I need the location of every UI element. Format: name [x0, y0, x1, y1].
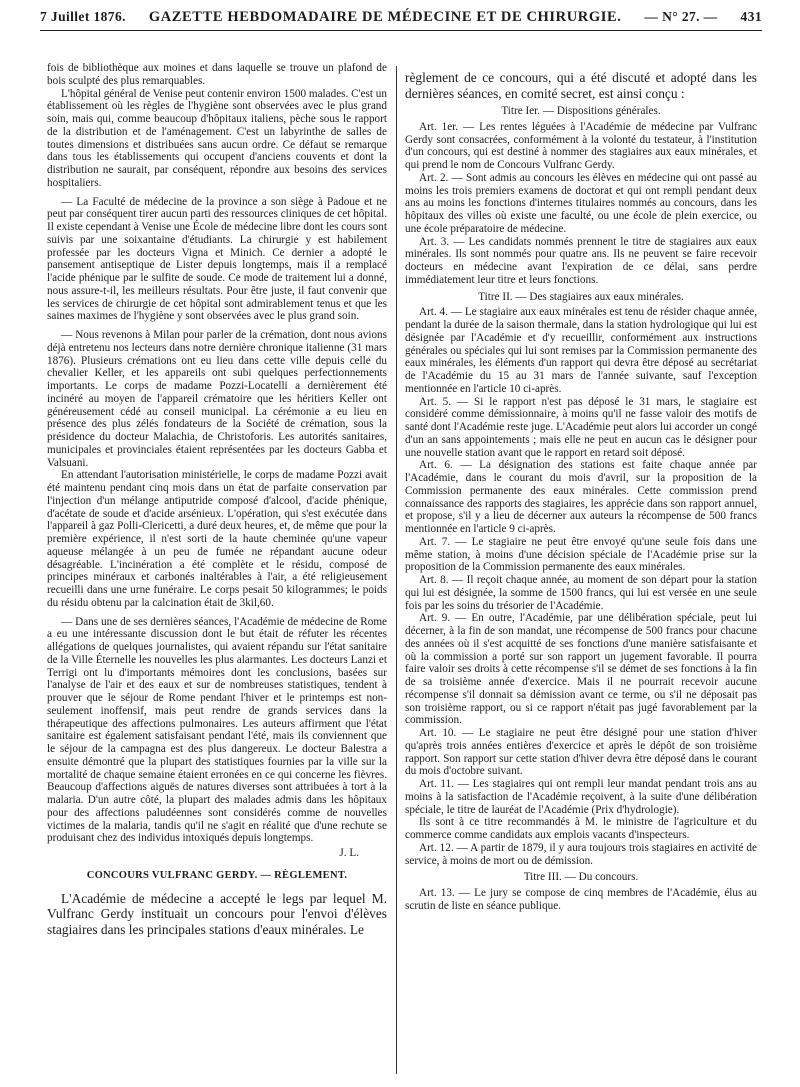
article: Art. 12. — A partir de 1879, il y aura toujours trois stagiaires en activité de service, à moins de mort ou de démission.: [405, 841, 757, 867]
page-header: [40, 4, 762, 30]
paragraph: En attendant l'autorisation ministérielle, le corps de madame Pozzi avait été maintenu pendant cinq mois dans un état de parfaite conservation par l'injection d'un mélange antiputride composé d'alcool, d'acide phénique, d'acétate de soude et d'acide arsénieux. L'opération, qui s'est exécutée dans l'appareil à gaz Polli-Clericetti, a duré deux heures, et, de même que pour la première expérience, il n'est sorti de la haute cheminée qu'une vapeur aqueuse mélangée à un peu de fumée ne répandant aucune odeur désagréable. L'incinération a été complète et le résidu, composé de principes minéraux et carbonés inaltérables à l'air, a été religieusement recueilli dans une urne funéraire. Le corps pesait 50 kilogrammes; le poids du résidu obtenu par la calcination était de 3kil,60.: [47, 469, 387, 609]
article: Art. 10. — Le stagiaire ne peut être désigné pour une station d'hiver qu'après trois années entières d'exercice et après le dépôt de son troisième rapport. Son rapport sur cette station d'hiver devra être déposé dans le courant du mois d'octobre suivant.: [405, 727, 757, 778]
header-rule: [40, 30, 762, 31]
issue-number: — N° 27. —: [644, 9, 718, 24]
right-column: [405, 70, 757, 913]
paragraph: L'hôpital général de Venise peut contenir environ 1500 malades. C'est un établissement où les règles de l'hygiène sont observées avec le plus grand soin, mais qui, comme beaucoup d'hôpitaux italiens, pèche sous le rapport de la distribution et de l'aménagement. C'est un labyrinthe de salles de toutes dimensions et distribuées sans aucun ordre. Ce défaut se remarque dans tous les établissements qui occupent d'anciens couvents et dont la distribution ne saurait, par conséquent, répondre aux besoins des services hospitaliers.: [47, 87, 387, 189]
article: Art. 1er. — Les rentes léguées à l'Académie de médecine par Vulfranc Gerdy sont consacrées, conformément à la volonté du testateur, à l'institution d'un concours, qui est destiné à nommer des stagiaires aux eaux minérales, et qui prend le nom de Concours Vulfranc Gerdy.: [405, 120, 757, 171]
article: Art. 4. — Le stagiaire aux eaux minérales est tenu de résider chaque année, pendant la durée de la saison thermale, dans la station hydrologique qui lui est désignée par l'Académie et d'y recueillir, conformément aux instructions générales ou spéciales qui lui sont remises par la Commission permanente des eaux minérales, les éléments d'un rapport qui devra être déposé au secrétariat de l'Académie du 15 au 31 mars de l'année suivante, sauf l'exception mentionnée en l'article 10 ci-après.: [405, 306, 757, 395]
article: Art. 11. — Les stagiaires qui ont rempli leur mandat pendant trois ans au moins à la satisfaction de l'Académie reçoivent, à la suite d'une délibération spéciale, le titre de lauréat de l'Académie (Prix d'hydrologie).: [405, 778, 757, 816]
header-date: 7 Juillet 1876.: [40, 9, 126, 24]
article: Art. 5. — Si le rapport n'est pas déposé le 31 mars, le stagiaire est considéré comme démissionnaire, à moins qu'il ne fasse valoir des motifs de santé dont l'Académie reste juge. L'Académie peut alors lui accorder un congé d'un an sans appointements ; mais elle ne peut en aucun cas le désigner pour une nouvelle station avant que le rapport en retard soit déposé.: [405, 395, 757, 459]
article: Art. 2. — Sont admis au concours les élèves en médecine qui ont passé au moins les trois premiers examens de doctorat et qui ont rempli pendant deux ans au moins les fonctions d'internes titulaires nommés au concours, dans les hôpitaux des villes où existe une faculté, ou une école de plein exercice, ou une école préparatoire de médecine.: [405, 171, 757, 235]
article: Art. 3. — Les candidats nommés prennent le titre de stagiaires aux eaux minérales. Ils sont nommés pour quatre ans. Ils ne peuvent se faire recevoir docteurs en médecine avant l'expiration de ce délai, sans perdre immédiatement leur titre et leurs fonctions.: [405, 235, 757, 286]
paragraph: fois de bibliothèque aux moines et dans laquelle se trouve un plafond de bois sculpté des plus remarquables.: [47, 62, 387, 87]
article: Art. 6. — La désignation des stations est faite chaque année par l'Académie, dans le courant du mois d'avril, sur la proposition de la Commission permanente des eaux minérales. Cette commission prend connaissance des rapports des stagiaires, les apprécie dans son rapport annuel, et propose, s'il y a lieu de décerner aux auteurs la récompense de 500 francs mentionnée en l'article 9 ci-après.: [405, 459, 757, 535]
paragraph: — Dans une de ses dernières séances, l'Académie de médecine de Rome a eu une intéressante discussion dont le but était de réfuter les récentes allégations de quelques journalistes, qui avaient répandu sur l'état sanitaire de la Ville Éternelle les nouvelles les plus alarmantes. Les docteurs Lanzi et Terrigi ont lu d'importants mémoires dont les conclusions, basées sur l'analyse de l'air et des eaux et sur de nombreuses statistiques, tendent à prouver que le séjour de Rome pendant l'hiver et le printemps est non-seulement inoffensif, mais peut rendre de grands services dans la thérapeutique des affections pulmonaires. Les auteurs affirment que l'état sanitaire est également satisfaisant pendant l'été, mais ils conviennent que le séjour de la campagna est des plus dangereux. Le docteur Balestra a ensuite démontré que la plupart des statistiques fournies par la ville sur la mortalité de chaque semaine étaient erronées en ce qui concerne les fièvres. Beaucoup d'affections aiguës de natures diverses sont attribuées à tort à la malaria. D'un autre côté, la plupart des malades admis dans les hôpitaux pour des affections paludéennes sont considérés comme de nouvelles victimes de la malaria, tandis qu'il ne s'agit en réalité que d'une rechute se produisant chez des individus intoxiqués depuis longtemps.: [47, 615, 387, 845]
article: Art. 8. — Il reçoit chaque année, au moment de son départ pour la station qui lui est désignée, la somme de 1500 francs, qui lui est versée en une seule fois par les soins du trésorier de l'Académie.: [405, 574, 757, 612]
section-title: Titre Ier. — Dispositions générales.: [501, 105, 661, 117]
article: Art. 7. — Le stagiaire ne peut être envoyé qu'une seule fois dans une même station, à moins d'une décision spéciale de l'Académie prise sur la proposition de la Commission permanente des eaux minérales.: [405, 535, 757, 574]
section-heading: CONCOURS VULFRANC GERDY. — RÈGLEMENT.: [86, 869, 348, 881]
paragraph: règlement de ce concours, qui a été discuté et adopté dans les dernières séances, en comité secret, est ainsi conçu :: [405, 70, 757, 101]
author-signature: J. L.: [339, 847, 359, 859]
section-title: Titre II. — Des stagiaires aux eaux minérales.: [478, 290, 684, 303]
page-number: 431: [740, 9, 762, 24]
paragraph: — Nous revenons à Milan pour parler de la crémation, dont nous avions déjà entretenu nos lecteurs dans notre dernière chronique italienne (31 mars 1876). Plusieurs crémations ont eu lieu dans cette ville depuis celle du chevalier Keller, et les appareils ont subi quelques perfectionnements importants. Le corps de madame Pozzi-Locatelli a dernièrement été incinéré au moyen de l'appareil crématoire que les héritiers Keller ont généreusement cédé au conseil municipal. La cérémonie a eu lieu en présence des plus zélés fondateurs de la Société de crémation, sous la présidence du docteur Malachia, de Christoforis. Les autorités sanitaires, municipales et provinciales étaient représentées par les docteurs Gabba et Valsuani.: [47, 329, 387, 469]
journal-title: GAZETTE HEBDOMADAIRE DE MÉDECINE ET DE CHIRURGIE.: [148, 8, 622, 25]
paragraph: — La Faculté de médecine de la province a son siège à Padoue et ne peut par conséquent tirer aucun parti des ressources cliniques de cet hôpital. Il existe cependant à Venise une École de médecine libre dont les cours sont suivis par une soixantaine d'étudiants. La chirurgie y est habilement professée par les docteurs Vigna et Minich. Ce dernier a adopté le pansement antiseptique de Lister depuis longtemps, mais il a remplacé l'acide phénique par le sulfite de soude. Ce mode de traitement lui a donné, nous assure-t-il, les meilleurs résultats. Pour être juste, il faut convenir que les services de chirurgie de cet hôpital sont admirablement tenus et que les saines maximes de l'hygiène y sont observées avec le plus grand soin.: [47, 195, 387, 323]
article: Ils sont à ce titre recommandés à M. le ministre de l'agriculture et du commerce comme candidats aux emplois vacants d'inspecteurs.: [405, 816, 757, 841]
section-title: Titre III. — Du concours.: [523, 871, 639, 884]
article: Art. 9. — En outre, l'Académie, par une délibération spéciale, peut lui décerner, à la fin de son mandat, une récompense de 500 francs pour chacune des années où il s'est acquitté de ses fonctions d'une manière satisfaisante et où la commission a porté sur son rapport un jugement favorable. Il pourra faire valoir ses droits à cette récompense s'il se démet de ses fonctions à la fin de sa troisième année d'exercice. Mais il ne pourrait recevoir aucune récompense s'il donnait sa démission avant ce terme, ou s'il ne déposait pas son troisième rapport, ou si ce rapport n'était pas jugé favorablement par la commission.: [405, 612, 757, 727]
column-divider: [396, 66, 397, 1074]
article: Art. 13. — Le jury se compose de cinq membres de l'Académie, élus au scrutin de liste en séance publique.: [405, 887, 757, 912]
left-column: [47, 62, 387, 937]
paragraph: L'Académie de médecine a accepté le legs par lequel M. Vulfranc Gerdy instituait un concours pour l'envoi d'élèves stagiaires dans les principales stations d'eaux minérales. Le: [47, 890, 387, 937]
